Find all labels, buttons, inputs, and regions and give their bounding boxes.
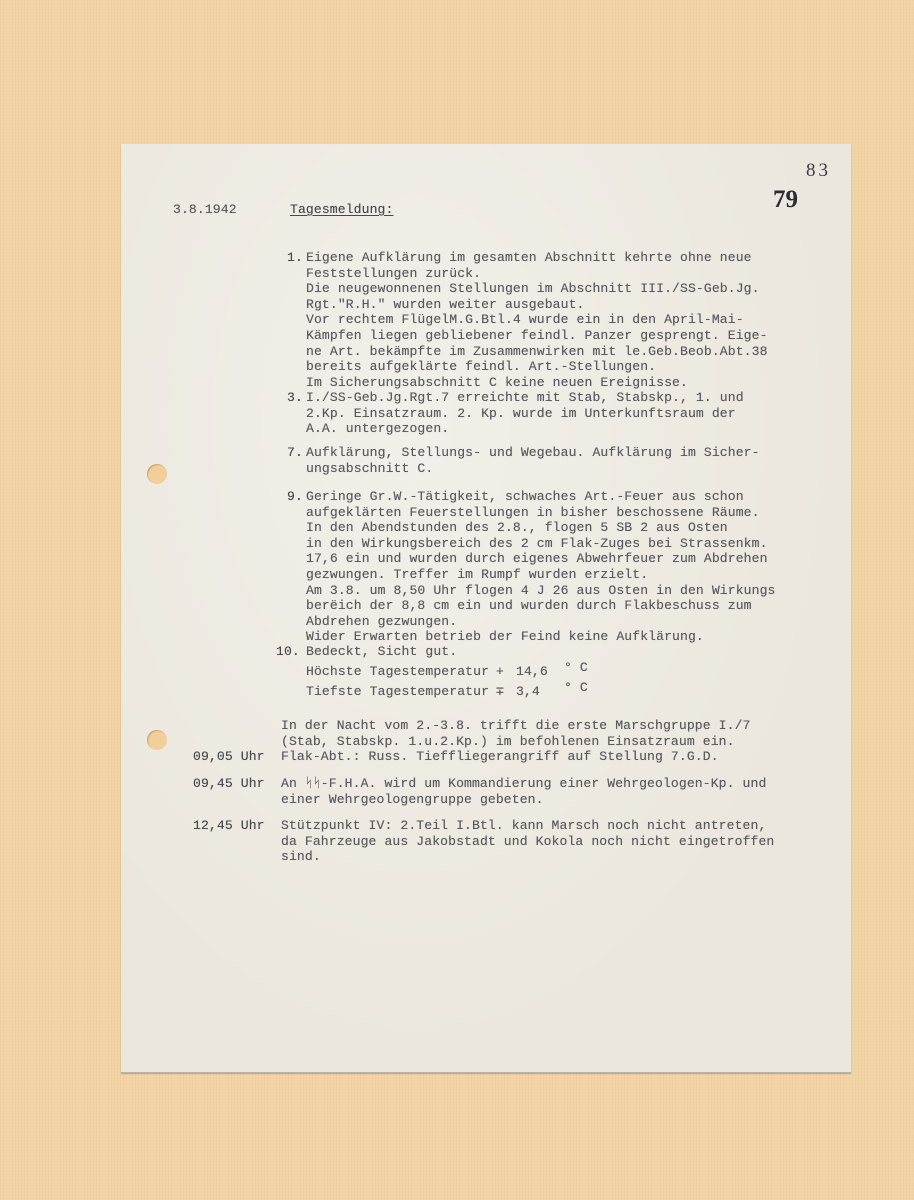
- item-line: Die neugewonnenen Stellungen im Abschnitt III./SS-Geb.Jg.: [306, 281, 760, 297]
- entry-line: sind.: [281, 849, 321, 865]
- item-line: aufgeklärten Feuerstellungen in bisher beschossene Räume.: [306, 504, 760, 520]
- item-line: In den Abendstunden des 2.8., flogen 5 SB 2 aus Osten: [306, 520, 728, 536]
- item-line: Rgt."R.H." wurden weiter ausgebaut.: [306, 296, 585, 312]
- temperature-unit: ° C: [564, 660, 588, 675]
- item-line: Kämpfen liegen gebliebener feindl. Panzer gesprengt. Eige-: [306, 328, 768, 343]
- entry-line: An ᛋᛋ-F.H.A. wird um Kommandierung einer Wehrgeologen-Kp. und: [281, 776, 767, 791]
- item-number: 10.: [276, 644, 300, 659]
- item-line: in den Wirkungsbereich des 2 cm Flak-Zuges bei Strassenkm.: [306, 535, 768, 551]
- temperature-value: 14,6: [516, 664, 548, 679]
- item-line: bereits aufgeklärte feindl. Art.-Stellungen.: [306, 359, 657, 375]
- item-line: 2.Kp. Einsatzraum. 2. Kp. wurde im Unterkunftsraum der: [306, 405, 736, 421]
- temperature-sign: +: [496, 664, 504, 679]
- item-line: gezwungen. Treffer im Rumpf wurden erzielt.: [306, 567, 649, 582]
- report-title: Tagesmeldung:: [290, 202, 394, 217]
- item-line: Im Sicherungsabschnitt C keine neuen Ereignisse.: [306, 374, 688, 390]
- item-line: Abdrehen gezwungen.: [306, 613, 458, 629]
- document-page: [121, 144, 851, 1073]
- item-line: Eigene Aufklärung im gesamten Abschnitt kehrte ohne neue: [306, 250, 752, 265]
- item-line: Feststellungen zurück.: [306, 265, 482, 281]
- item-line: Geringe Gr.W.-Tätigkeit, schwaches Art.-Feuer aus schon: [306, 489, 744, 504]
- item-number: 9.: [287, 489, 303, 504]
- entry-line: einer Wehrgeologengruppe gebeten.: [281, 791, 544, 807]
- item-line: A.A. untergezogen.: [306, 421, 450, 437]
- item-line: Am 3.8. um 8,50 Uhr flogen 4 J 26 aus Osten in den Wirkungs: [306, 582, 776, 598]
- item-number: 3.: [287, 390, 303, 405]
- item-line: Vor rechtem FlügelM.G.Btl.4 wurde ein in den April-Mai-: [306, 312, 744, 328]
- item-line: Aufklärung, Stellungs- und Wegebau. Aufklärung im Sicher-: [306, 445, 760, 460]
- report-date: 3.8.1942: [173, 202, 237, 217]
- item-line: ungsabschnitt C.: [306, 460, 434, 476]
- item-line: Bedeckt, Sicht gut.: [306, 644, 458, 659]
- punch-hole-bottom: [147, 730, 167, 750]
- entry-time: 09,05 Uhr: [193, 749, 265, 764]
- item-line: ne Art. bekämpfte im Zusammenwirken mit le.Geb.Beob.Abt.38: [306, 343, 768, 359]
- temperature-unit: ° C: [564, 680, 588, 695]
- entry-time: 09,45 Uhr: [193, 776, 265, 791]
- item-line: berëich der 8,8 cm ein und wurden durch Flakbeschuss zum: [306, 598, 752, 614]
- note-line: In der Nacht vom 2.-3.8. trifft die erste Marschgruppe I./7: [281, 718, 751, 733]
- item-number: 1.: [287, 250, 303, 265]
- item-line: I./SS-Geb.Jg.Rgt.7 erreichte mit Stab, Stabskp., 1. und: [306, 390, 744, 405]
- entry-time: 12,45 Uhr: [193, 818, 265, 833]
- item-number: 7.: [287, 445, 303, 460]
- temperature-label: Höchste Tagestemperatur: [306, 664, 490, 679]
- entry-line: Stützpunkt IV: 2.Teil I.Btl. kann Marsch noch nicht antreten,: [281, 818, 767, 833]
- punch-hole-top: [147, 464, 167, 484]
- entry-line: Flak-Abt.: Russ. Tieffliegerangriff auf Stellung 7.G.D.: [281, 749, 719, 764]
- note-line: (Stab, Stabskp. 1.u.2.Kp.) im befohlenen Einsatzraum ein.: [281, 733, 735, 749]
- page-number: 79: [773, 186, 798, 213]
- temperature-value: 3,4: [508, 684, 540, 699]
- temperature-sign: ∓: [496, 684, 504, 699]
- entry-line: da Fahrzeuge aus Jakobstadt und Kokola noch nicht eingetroffen: [281, 833, 775, 849]
- item-line: Wider Erwarten betrieb der Feind keine Aufklärung.: [306, 629, 704, 645]
- item-line: 17,6 ein und wurden durch eigenes Abwehrfeuer zum Abdrehen: [306, 551, 768, 567]
- temperature-label: Tiefste Tagestemperatur: [306, 684, 490, 699]
- archive-number: 83: [806, 160, 831, 181]
